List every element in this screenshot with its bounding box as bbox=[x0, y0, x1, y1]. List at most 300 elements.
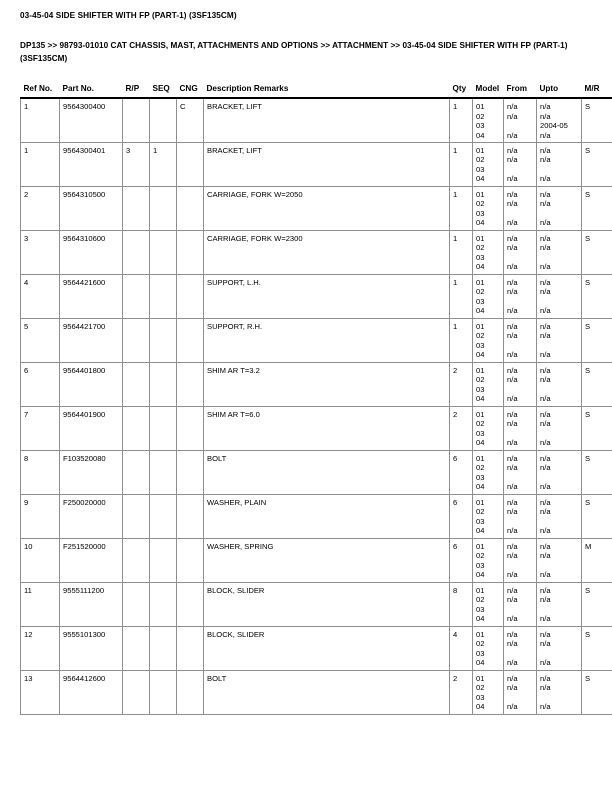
cell-description: BLOCK, SLIDER bbox=[204, 582, 450, 626]
cell-model-line: 01 bbox=[476, 189, 485, 199]
cell-from bbox=[504, 142, 537, 186]
cell-ref-no: 2 bbox=[21, 186, 60, 230]
cell-model-line: 01 bbox=[476, 365, 485, 375]
cell-from-line: n/a bbox=[507, 702, 518, 712]
cell-from-line: n/a bbox=[507, 306, 518, 316]
cell-model-line: 04 bbox=[476, 218, 485, 228]
cell-mr: S bbox=[582, 318, 612, 362]
cell-qty: 6 bbox=[450, 538, 473, 582]
cell-part-no: F250020000 bbox=[60, 494, 123, 538]
cell-from-line: n/a bbox=[507, 394, 518, 404]
cell-from bbox=[504, 538, 537, 582]
cell-model-line: 04 bbox=[476, 438, 485, 448]
cell-from-line: n/a bbox=[507, 321, 518, 331]
cell-upto-line: n/a bbox=[540, 218, 551, 228]
table-row bbox=[21, 450, 612, 494]
cell-model-line: 04 bbox=[476, 350, 485, 360]
cell-cng: C bbox=[177, 98, 204, 142]
cell-from bbox=[504, 362, 537, 406]
cell-upto bbox=[537, 274, 582, 318]
cell-upto-line: n/a bbox=[540, 585, 551, 595]
cell-upto-line: n/a bbox=[540, 419, 551, 429]
cell-upto-line: n/a bbox=[540, 658, 551, 668]
cell-mr: S bbox=[582, 450, 612, 494]
cell-from-line: n/a bbox=[507, 409, 518, 419]
cell-qty: 1 bbox=[450, 318, 473, 362]
table-row bbox=[21, 98, 612, 142]
cell-model-line: 01 bbox=[476, 277, 485, 287]
cell-model-line: 02 bbox=[476, 683, 485, 693]
cell-upto bbox=[537, 362, 582, 406]
cell-from-line: n/a bbox=[507, 629, 518, 639]
cell-model-line: 03 bbox=[476, 516, 485, 526]
cell-model-line: 02 bbox=[476, 111, 485, 121]
page-title: 03-45-04 SIDE SHIFTER WITH FP (PART-1) (3SF135CM) bbox=[20, 11, 237, 20]
cell-cng bbox=[177, 582, 204, 626]
cell-from-line: n/a bbox=[507, 526, 518, 536]
cell-qty: 1 bbox=[450, 230, 473, 274]
cell-from-line: n/a bbox=[507, 683, 518, 693]
cell-model-line: 02 bbox=[476, 419, 485, 429]
cell-upto-line: n/a bbox=[540, 130, 551, 140]
cell-ref-no: 4 bbox=[21, 274, 60, 318]
cell-model-line: 01 bbox=[476, 321, 485, 331]
cell-from-line: n/a bbox=[507, 233, 518, 243]
cell-qty: 6 bbox=[450, 450, 473, 494]
cell-model-line: 02 bbox=[476, 155, 485, 165]
cell-qty: 2 bbox=[450, 670, 473, 714]
cell-from-line: n/a bbox=[507, 365, 518, 375]
cell-qty: 6 bbox=[450, 494, 473, 538]
cell-upto bbox=[537, 538, 582, 582]
table-row bbox=[21, 582, 612, 626]
cell-model-line: 01 bbox=[476, 673, 485, 683]
parts-table-container bbox=[20, 84, 600, 715]
column-header-qty: Qty bbox=[450, 84, 473, 98]
cell-cng bbox=[177, 406, 204, 450]
cell-upto-line: n/a bbox=[540, 702, 551, 712]
cell-from bbox=[504, 186, 537, 230]
cell-model-line: 03 bbox=[476, 164, 485, 174]
cell-description: SUPPORT, R.H. bbox=[204, 318, 450, 362]
cell-description: BRACKET, LIFT bbox=[204, 98, 450, 142]
parts-table-body bbox=[21, 98, 612, 714]
cell-from-line: n/a bbox=[507, 145, 518, 155]
cell-part-no: F103520080 bbox=[60, 450, 123, 494]
cell-upto-line: n/a bbox=[540, 306, 551, 316]
cell-seq bbox=[150, 230, 177, 274]
cell-ref-no: 6 bbox=[21, 362, 60, 406]
cell-upto-line: n/a bbox=[540, 453, 551, 463]
cell-qty: 2 bbox=[450, 406, 473, 450]
table-row bbox=[21, 494, 612, 538]
cell-rp bbox=[123, 362, 150, 406]
cell-from-line: n/a bbox=[507, 189, 518, 199]
column-header-from: From bbox=[504, 84, 537, 98]
cell-qty: 1 bbox=[450, 186, 473, 230]
cell-from-line: n/a bbox=[507, 482, 518, 492]
cell-from-line: n/a bbox=[507, 218, 518, 228]
cell-from-line: n/a bbox=[507, 375, 518, 385]
cell-rp bbox=[123, 494, 150, 538]
cell-from-line: n/a bbox=[507, 507, 518, 517]
cell-from bbox=[504, 98, 537, 142]
cell-upto-line: n/a bbox=[540, 102, 551, 111]
cell-ref-no: 1 bbox=[21, 142, 60, 186]
cell-upto-line: n/a bbox=[540, 277, 551, 287]
cell-upto-line: n/a bbox=[540, 243, 551, 253]
table-row bbox=[21, 670, 612, 714]
table-row bbox=[21, 230, 612, 274]
cell-upto-line: n/a bbox=[540, 507, 551, 517]
cell-seq bbox=[150, 318, 177, 362]
cell-mr: S bbox=[582, 142, 612, 186]
cell-upto-line: n/a bbox=[540, 394, 551, 404]
cell-from-line: n/a bbox=[507, 658, 518, 668]
cell-qty: 8 bbox=[450, 582, 473, 626]
cell-model-line: 01 bbox=[476, 453, 485, 463]
cell-upto bbox=[537, 142, 582, 186]
cell-from-line: n/a bbox=[507, 585, 518, 595]
cell-cng bbox=[177, 538, 204, 582]
cell-from-line: n/a bbox=[507, 262, 518, 272]
cell-description: CARRIAGE, FORK W=2300 bbox=[204, 230, 450, 274]
cell-model-line: 04 bbox=[476, 614, 485, 624]
cell-from bbox=[504, 582, 537, 626]
cell-upto-line: n/a bbox=[540, 438, 551, 448]
column-header-upto: Upto bbox=[537, 84, 582, 98]
column-header-part-no: Part No. bbox=[60, 84, 123, 98]
cell-model-line: 03 bbox=[476, 428, 485, 438]
cell-upto bbox=[537, 450, 582, 494]
cell-description: CARRIAGE, FORK W=2050 bbox=[204, 186, 450, 230]
cell-from-line: n/a bbox=[507, 419, 518, 429]
cell-from-line: n/a bbox=[507, 130, 518, 140]
cell-ref-no: 11 bbox=[21, 582, 60, 626]
cell-from-line: n/a bbox=[507, 453, 518, 463]
cell-upto-line: n/a bbox=[540, 409, 551, 419]
cell-ref-no: 10 bbox=[21, 538, 60, 582]
cell-model bbox=[473, 142, 504, 186]
cell-model bbox=[473, 626, 504, 670]
cell-upto-line: n/a bbox=[540, 482, 551, 492]
table-row bbox=[21, 186, 612, 230]
cell-model-line: 03 bbox=[476, 121, 485, 131]
cell-description: WASHER, PLAIN bbox=[204, 494, 450, 538]
cell-from-line: n/a bbox=[507, 497, 518, 507]
cell-upto-line: n/a bbox=[540, 570, 551, 580]
cell-from-line: n/a bbox=[507, 243, 518, 253]
cell-model-line: 04 bbox=[476, 658, 485, 668]
cell-upto-line: n/a bbox=[540, 614, 551, 624]
cell-cng bbox=[177, 494, 204, 538]
cell-upto-line: n/a bbox=[540, 331, 551, 341]
cell-description: WASHER, SPRING bbox=[204, 538, 450, 582]
cell-description: BRACKET, LIFT bbox=[204, 142, 450, 186]
cell-cng bbox=[177, 670, 204, 714]
cell-from-line: n/a bbox=[507, 174, 518, 184]
cell-from-line: n/a bbox=[507, 673, 518, 683]
cell-description: SHIM AR T=3.2 bbox=[204, 362, 450, 406]
cell-model bbox=[473, 318, 504, 362]
cell-cng bbox=[177, 230, 204, 274]
cell-model-line: 03 bbox=[476, 472, 485, 482]
cell-rp bbox=[123, 318, 150, 362]
cell-model bbox=[473, 98, 504, 142]
cell-mr: S bbox=[582, 582, 612, 626]
cell-from bbox=[504, 494, 537, 538]
cell-mr: S bbox=[582, 670, 612, 714]
cell-upto-line: n/a bbox=[540, 155, 551, 165]
cell-description: SHIM AR T=6.0 bbox=[204, 406, 450, 450]
cell-rp bbox=[123, 98, 150, 142]
cell-from bbox=[504, 406, 537, 450]
cell-ref-no: 5 bbox=[21, 318, 60, 362]
cell-seq: 1 bbox=[150, 142, 177, 186]
table-row bbox=[21, 142, 612, 186]
cell-qty: 2 bbox=[450, 362, 473, 406]
cell-ref-no: 12 bbox=[21, 626, 60, 670]
cell-model-line: 04 bbox=[476, 702, 485, 712]
cell-from bbox=[504, 670, 537, 714]
cell-from-line: n/a bbox=[507, 350, 518, 360]
cell-seq bbox=[150, 450, 177, 494]
cell-upto bbox=[537, 318, 582, 362]
column-header-rp: R/P bbox=[123, 84, 150, 98]
cell-model-line: 03 bbox=[476, 252, 485, 262]
cell-model-line: 01 bbox=[476, 409, 485, 419]
cell-rp: 3 bbox=[123, 142, 150, 186]
cell-model-line: 04 bbox=[476, 306, 485, 316]
cell-model-line: 03 bbox=[476, 560, 485, 570]
cell-from-line: n/a bbox=[507, 102, 518, 111]
cell-upto-line: n/a bbox=[540, 683, 551, 693]
column-header-seq: SEQ bbox=[150, 84, 177, 98]
cell-from-line: n/a bbox=[507, 111, 518, 121]
cell-part-no: 9564421600 bbox=[60, 274, 123, 318]
cell-upto-line: n/a bbox=[540, 233, 551, 243]
cell-from-line: n/a bbox=[507, 551, 518, 561]
cell-from-line: n/a bbox=[507, 199, 518, 209]
cell-from bbox=[504, 230, 537, 274]
cell-upto-line: n/a bbox=[540, 350, 551, 360]
table-row bbox=[21, 406, 612, 450]
cell-part-no: 9564412600 bbox=[60, 670, 123, 714]
cell-part-no: 9564310600 bbox=[60, 230, 123, 274]
column-header-cng: CNG bbox=[177, 84, 204, 98]
cell-upto bbox=[537, 626, 582, 670]
cell-part-no: 9564310500 bbox=[60, 186, 123, 230]
cell-model bbox=[473, 274, 504, 318]
cell-qty: 1 bbox=[450, 274, 473, 318]
cell-upto-line: n/a bbox=[540, 595, 551, 605]
cell-model-line: 03 bbox=[476, 384, 485, 394]
cell-description: BOLT bbox=[204, 670, 450, 714]
column-header-model: Model bbox=[473, 84, 504, 98]
cell-from-line: n/a bbox=[507, 463, 518, 473]
cell-cng bbox=[177, 362, 204, 406]
cell-seq bbox=[150, 274, 177, 318]
cell-from-line: n/a bbox=[507, 277, 518, 287]
cell-model bbox=[473, 406, 504, 450]
cell-cng bbox=[177, 450, 204, 494]
cell-model-line: 03 bbox=[476, 648, 485, 658]
cell-description: SUPPORT, L.H. bbox=[204, 274, 450, 318]
cell-seq bbox=[150, 538, 177, 582]
cell-from-line: n/a bbox=[507, 155, 518, 165]
cell-cng bbox=[177, 186, 204, 230]
cell-part-no: 9564401900 bbox=[60, 406, 123, 450]
cell-seq bbox=[150, 362, 177, 406]
cell-upto-line: 2004-05 bbox=[540, 121, 568, 131]
cell-model-line: 02 bbox=[476, 243, 485, 253]
table-header-row bbox=[21, 84, 612, 98]
cell-cng bbox=[177, 626, 204, 670]
cell-model bbox=[473, 186, 504, 230]
cell-model-line: 02 bbox=[476, 375, 485, 385]
cell-seq bbox=[150, 186, 177, 230]
cell-upto bbox=[537, 406, 582, 450]
cell-model-line: 02 bbox=[476, 331, 485, 341]
cell-from-line: n/a bbox=[507, 287, 518, 297]
cell-ref-no: 13 bbox=[21, 670, 60, 714]
cell-seq bbox=[150, 626, 177, 670]
cell-qty: 4 bbox=[450, 626, 473, 670]
table-row bbox=[21, 274, 612, 318]
cell-model bbox=[473, 670, 504, 714]
cell-part-no: 9555111200 bbox=[60, 582, 123, 626]
cell-upto-line: n/a bbox=[540, 174, 551, 184]
cell-upto bbox=[537, 670, 582, 714]
cell-model-line: 02 bbox=[476, 199, 485, 209]
cell-seq bbox=[150, 582, 177, 626]
cell-model-line: 02 bbox=[476, 287, 485, 297]
cell-model-line: 03 bbox=[476, 208, 485, 218]
cell-from bbox=[504, 626, 537, 670]
cell-upto-line: n/a bbox=[540, 199, 551, 209]
cell-mr: S bbox=[582, 98, 612, 142]
cell-model-line: 01 bbox=[476, 585, 485, 595]
parts-table-header bbox=[21, 84, 612, 98]
cell-seq bbox=[150, 406, 177, 450]
cell-description: BOLT bbox=[204, 450, 450, 494]
cell-model-line: 03 bbox=[476, 604, 485, 614]
cell-from-line: n/a bbox=[507, 541, 518, 551]
table-row bbox=[21, 538, 612, 582]
table-row bbox=[21, 626, 612, 670]
cell-rp bbox=[123, 626, 150, 670]
cell-qty: 1 bbox=[450, 142, 473, 186]
cell-model-line: 03 bbox=[476, 340, 485, 350]
cell-seq bbox=[150, 98, 177, 142]
cell-upto-line: n/a bbox=[540, 189, 551, 199]
column-header-description: Description Remarks bbox=[204, 84, 450, 98]
cell-upto-line: n/a bbox=[540, 629, 551, 639]
cell-rp bbox=[123, 230, 150, 274]
cell-from-line: n/a bbox=[507, 595, 518, 605]
cell-cng bbox=[177, 318, 204, 362]
cell-upto-line: n/a bbox=[540, 673, 551, 683]
cell-from-line: n/a bbox=[507, 614, 518, 624]
cell-model-line: 04 bbox=[476, 262, 485, 272]
cell-from bbox=[504, 274, 537, 318]
cell-model-line: 04 bbox=[476, 482, 485, 492]
cell-model bbox=[473, 230, 504, 274]
cell-upto bbox=[537, 494, 582, 538]
cell-part-no: 9564401800 bbox=[60, 362, 123, 406]
cell-model-line: 01 bbox=[476, 497, 485, 507]
cell-model-line: 03 bbox=[476, 692, 485, 702]
cell-mr: M bbox=[582, 538, 612, 582]
breadcrumb: DP135 >> 98793-01010 CAT CHASSIS, MAST, ATTACHMENTS AND OPTIONS >> ATTACHMENT >> 03-45-04 SIDE SHIFTER WITH FP (PART-1) (3SF135CM) bbox=[20, 41, 568, 63]
cell-model bbox=[473, 538, 504, 582]
cell-ref-no: 1 bbox=[21, 98, 60, 142]
column-header-ref-no: Ref No. bbox=[21, 84, 60, 98]
cell-upto bbox=[537, 230, 582, 274]
cell-model-line: 04 bbox=[476, 526, 485, 536]
cell-upto-line: n/a bbox=[540, 365, 551, 375]
cell-model-line: 04 bbox=[476, 570, 485, 580]
cell-from-line: n/a bbox=[507, 570, 518, 580]
cell-rp bbox=[123, 670, 150, 714]
cell-from bbox=[504, 318, 537, 362]
cell-upto-line: n/a bbox=[540, 551, 551, 561]
cell-upto-line: n/a bbox=[540, 262, 551, 272]
cell-ref-no: 8 bbox=[21, 450, 60, 494]
cell-model-line: 04 bbox=[476, 174, 485, 184]
table-row bbox=[21, 362, 612, 406]
cell-mr: S bbox=[582, 494, 612, 538]
cell-part-no: 9564300401 bbox=[60, 142, 123, 186]
cell-rp bbox=[123, 186, 150, 230]
cell-model-line: 02 bbox=[476, 551, 485, 561]
cell-from-line: n/a bbox=[507, 438, 518, 448]
cell-upto-line: n/a bbox=[540, 145, 551, 155]
cell-mr: S bbox=[582, 406, 612, 450]
cell-upto-line: n/a bbox=[540, 639, 551, 649]
cell-model-line: 04 bbox=[476, 130, 485, 140]
cell-model-line: 04 bbox=[476, 394, 485, 404]
cell-seq bbox=[150, 670, 177, 714]
cell-upto bbox=[537, 582, 582, 626]
cell-upto-line: n/a bbox=[540, 497, 551, 507]
cell-cng bbox=[177, 274, 204, 318]
cell-model-line: 02 bbox=[476, 463, 485, 473]
cell-upto-line: n/a bbox=[540, 287, 551, 297]
table-row bbox=[21, 318, 612, 362]
cell-upto-line: n/a bbox=[540, 541, 551, 551]
cell-upto bbox=[537, 186, 582, 230]
cell-model bbox=[473, 450, 504, 494]
cell-upto-line: n/a bbox=[540, 111, 551, 121]
cell-from bbox=[504, 450, 537, 494]
cell-model bbox=[473, 494, 504, 538]
cell-ref-no: 3 bbox=[21, 230, 60, 274]
cell-seq bbox=[150, 494, 177, 538]
parts-table bbox=[20, 84, 612, 715]
cell-upto bbox=[537, 98, 582, 142]
cell-mr: S bbox=[582, 186, 612, 230]
cell-upto-line: n/a bbox=[540, 375, 551, 385]
cell-part-no: F251520000 bbox=[60, 538, 123, 582]
cell-model bbox=[473, 582, 504, 626]
cell-model-line: 02 bbox=[476, 639, 485, 649]
cell-part-no: 9555101300 bbox=[60, 626, 123, 670]
cell-from-line: n/a bbox=[507, 331, 518, 341]
cell-mr: S bbox=[582, 274, 612, 318]
cell-model bbox=[473, 362, 504, 406]
cell-qty: 1 bbox=[450, 98, 473, 142]
